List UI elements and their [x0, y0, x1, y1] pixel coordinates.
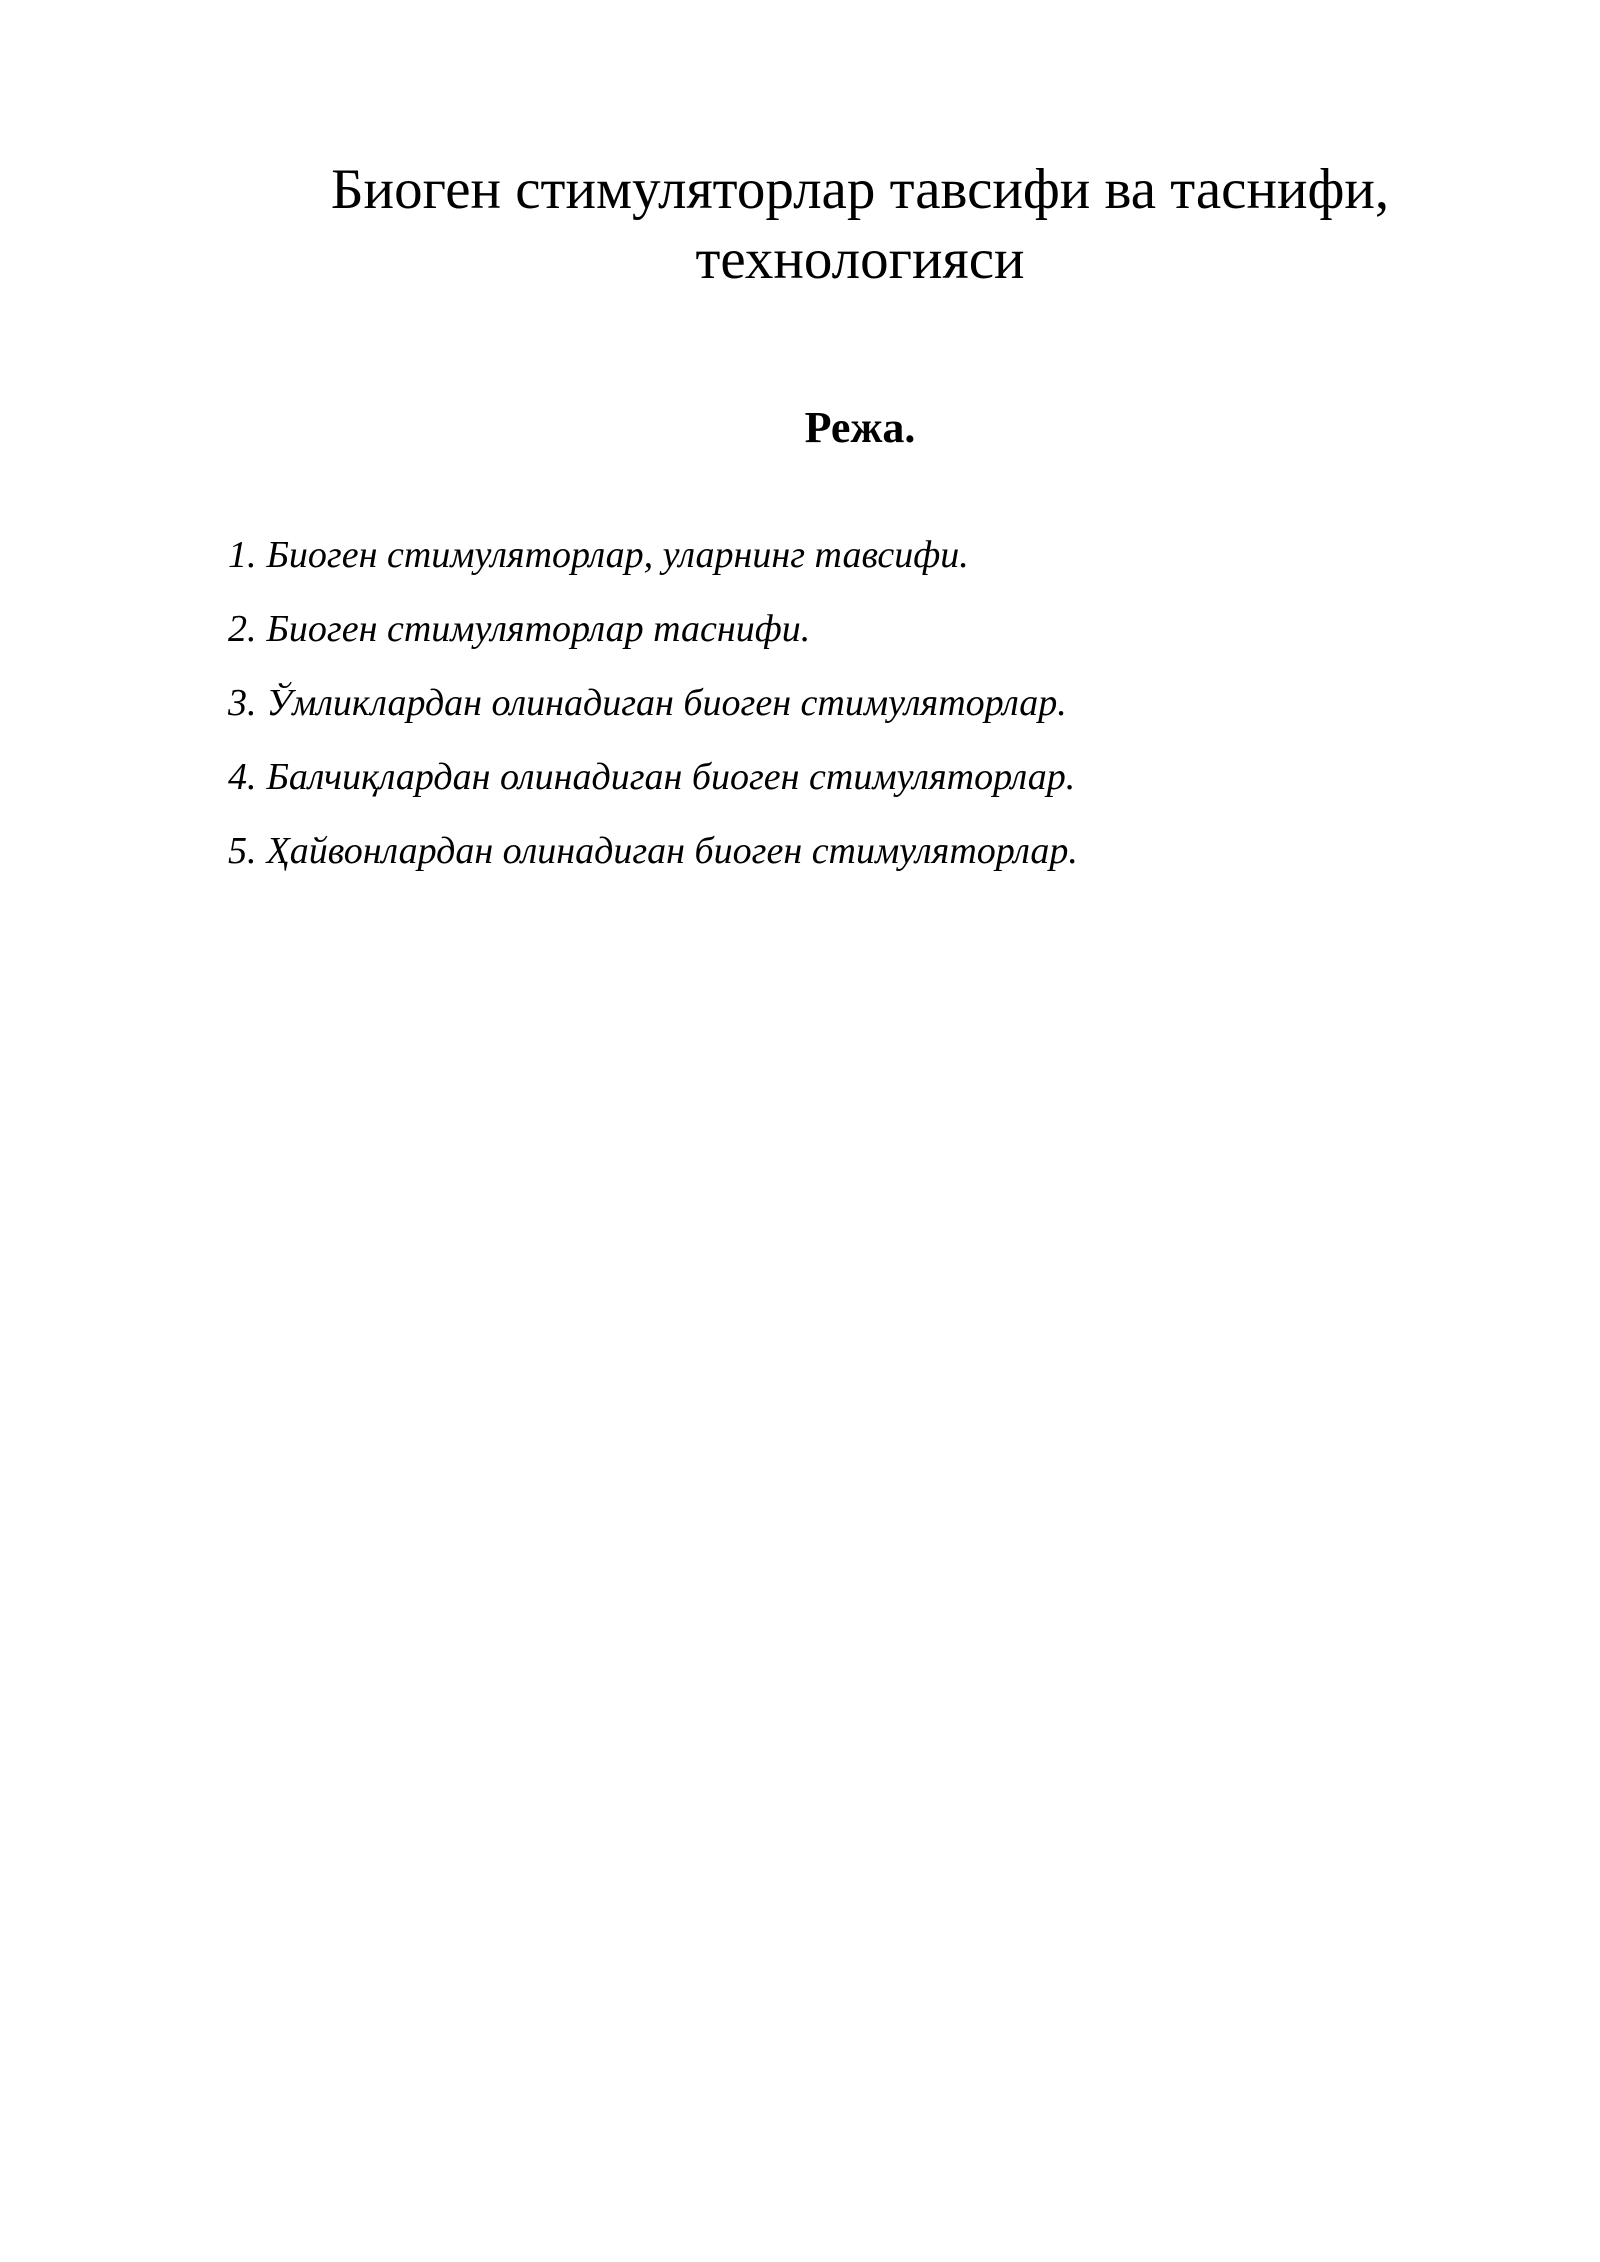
plan-item-text: Балчиқлардан олинадиган биоген стимуляторлар.: [266, 756, 1076, 798]
plan-item-3: [228, 666, 1528, 740]
plan-item-text: Ҳайвонлардан олинадиган биоген стимуляторлар.: [266, 830, 1078, 872]
plan-item-1: [228, 518, 1528, 592]
document-title: [300, 155, 1420, 295]
document-title-line-1: Биоген стимуляторлар тавсифи ва таснифи,: [330, 158, 1390, 221]
plan-heading: Режа.: [804, 403, 916, 452]
plan-item-number: 5.: [228, 830, 257, 872]
plan-list: [228, 518, 1528, 888]
plan-item-5: [228, 814, 1528, 888]
plan-item-number: 1.: [228, 534, 257, 576]
plan-item-number: 2.: [228, 608, 257, 650]
plan-item-number: 3.: [228, 682, 257, 724]
plan-item-text: Биоген стимуляторлар таснифи.: [266, 608, 811, 650]
plan-item-2: [228, 592, 1528, 666]
plan-item-4: [228, 740, 1528, 814]
plan-item-number: 4.: [228, 756, 257, 798]
plan-item-text: Биоген стимуляторлар, уларнинг тавсифи.: [266, 534, 969, 576]
plan-item-text: Ўмликлардан олинадиган биоген стимуляторлар.: [266, 682, 1067, 724]
document-title-line-2: технологияси: [695, 228, 1025, 291]
